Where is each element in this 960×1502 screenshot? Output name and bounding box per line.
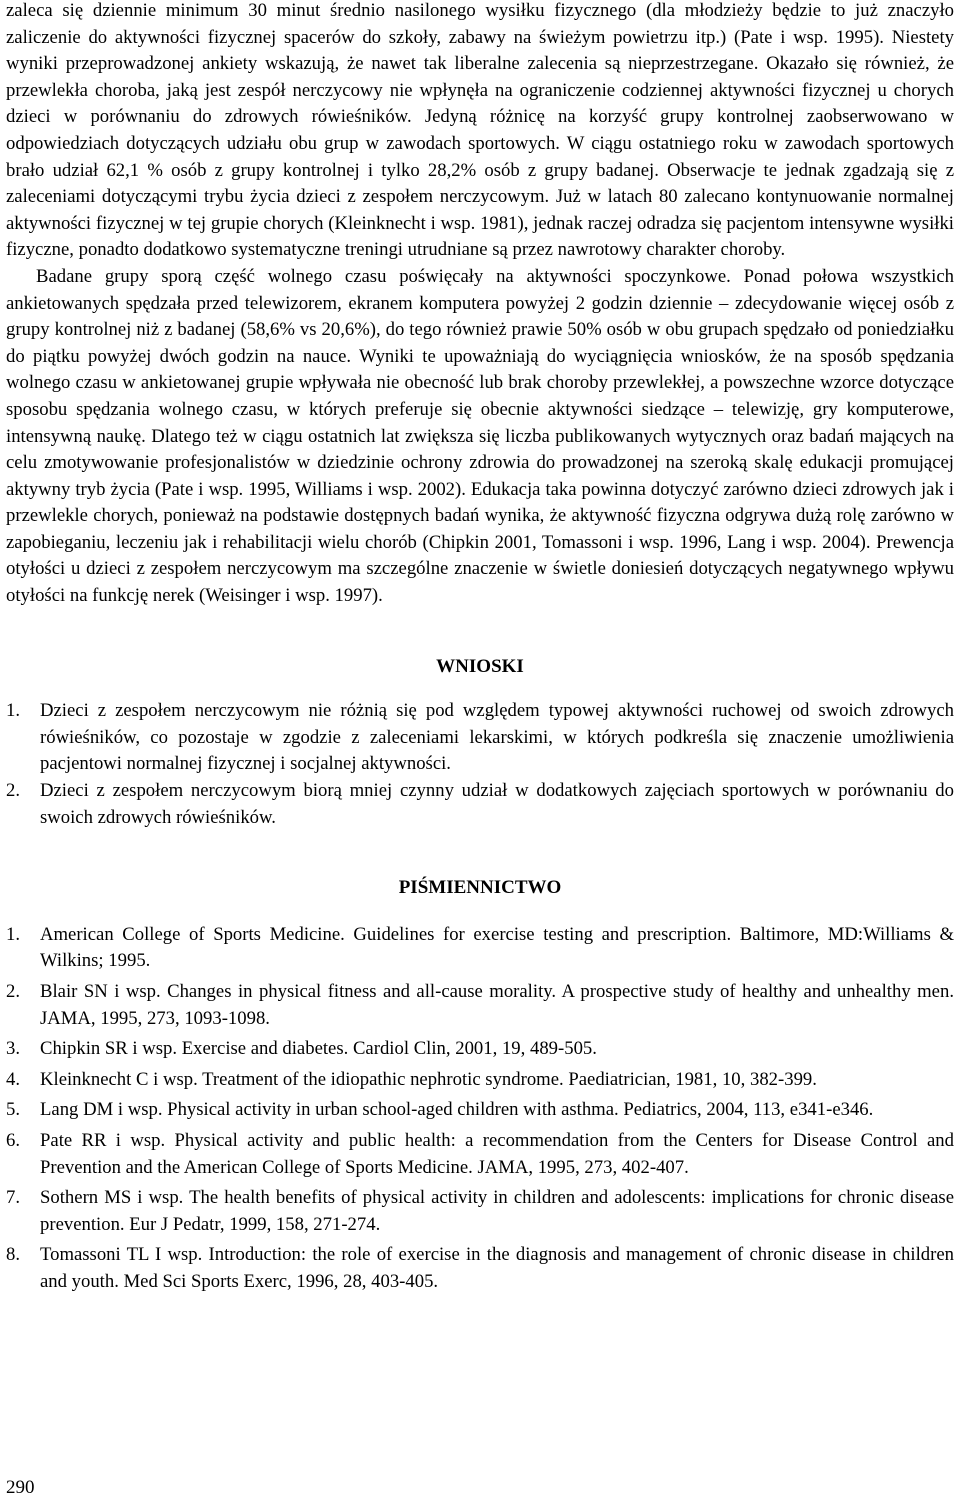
- reference-item: [6, 1097, 954, 1124]
- reference-text: Pate RR i wsp. Physical activity and public health: a recommendation from the Centers for Disease Control and Prevention and the American College of Sports Medicine. JAMA, 1995, 273, 402-407.: [40, 1129, 954, 1178]
- conclusion-item: [6, 778, 954, 831]
- conclusion-text: Dzieci z zespołem nerczycowym biorą mniej czynny udział w dodatkowych zajęciach sportowych w porównaniu do swoich zdrowych rówieśników.: [40, 780, 954, 828]
- reference-text: Chipkin SR i wsp. Exercise and diabetes. Cardiol Clin, 2001, 19, 489-505.: [40, 1038, 597, 1060]
- conclusions-list: [6, 698, 954, 831]
- page-number: 290: [6, 1477, 35, 1498]
- reference-item: [6, 1242, 954, 1295]
- conclusions-heading: WNIOSKI: [436, 655, 524, 677]
- conclusion-number: 2.: [6, 780, 21, 802]
- reference-number: 4.: [6, 1068, 21, 1090]
- reference-text: Tomassoni TL I wsp. Introduction: the role of exercise in the diagnosis and management of chronic disease in children and youth. Med Sci Sports Exerc, 1996, 28, 403-405.: [40, 1244, 954, 1292]
- reference-number: 6.: [6, 1129, 21, 1151]
- conclusion-text: Dzieci z zespołem nerczycowym nie różnią się pod względem typowej aktywności ruchowej od swoich zdrowych rówieśników, co pozostaje w zgodzie z zaleceniami lekarskimi, w których podkreśla się znaczenie umożliwienia pacjentowi normalnej fizycznej i socjalnej aktywności.: [40, 700, 954, 775]
- reference-text: Lang DM i wsp. Physical activity in urban school-aged children with asthma. Pediatrics, 2004, 113, e341-e346.: [40, 1099, 874, 1121]
- reference-text: American College of Sports Medicine. Guidelines for exercise testing and prescription. Baltimore, MD:Williams & Wilkins; 1995.: [40, 923, 954, 972]
- reference-text: Blair SN i wsp. Changes in physical fitness and all-cause morality. A prospective study of healthy and unhealthy men. JAMA, 1995, 273, 1093-1098.: [40, 981, 954, 1029]
- references-list: [6, 922, 954, 1296]
- conclusion-item: [6, 698, 954, 778]
- paragraph-1: zaleca się dziennie minimum 30 minut średnio nasilonego wysiłku fizycznego (dla młodzieży będzie to już znaczyło zaliczenie do aktywności fizycznej spacerów do szkoły, zabawy na świeżym powietrzu itp.) (Pate i wsp. 1995). Niestety wyniki przeprowadzonej ankiety wskazują, że nawet tak liberalne zalecenia są nieprzestrzegane. Okazało się również, że przewlekła choroba, jaką jest zespół nerczycowy nie wpłynęła na ograniczenie codziennej aktywności fizycznej u chorych dzieci w porównaniu do zdrowych rówieśników. Jedyną różnicę na korzyść grupy kontrolnej zaobserwowano w odpowiedziach dotyczących udziału obu grup w zawodach sportowych. W ciągu ostatniego roku w zawodach sportowych brało udział 62,1 % osób z grupy kontrolnej i tylko 28,2% osób z grupy badanej. Obserwacje te jednak zgadzają się z zaleceniami dotyczącymi trybu życia dzieci z zespołem nerczycowym. Już w latach 80 zalecano kontynuowanie normalnej aktywności fizycznej w tej grupie chorych (Kleinknecht i wsp. 1981), jednak raczej odradza się pacjentom intensywne wysiłki fizyczne, ponadto dodatkowo systematyczne treningi utrudniane są przez nawrotowy charakter choroby.: [6, 0, 954, 261]
- reference-number: 2.: [6, 981, 21, 1002]
- reference-item: [6, 979, 954, 1032]
- reference-item: [6, 1067, 954, 1094]
- reference-text: Kleinknecht C i wsp. Treatment of the idiopathic nephrotic syndrome. Paediatrician, 1981, 10, 382-399.: [40, 1068, 817, 1090]
- reference-number: 3.: [6, 1038, 21, 1060]
- reference-item: [6, 1128, 954, 1181]
- reference-number: 8.: [6, 1244, 21, 1266]
- reference-number: 7.: [6, 1187, 21, 1209]
- reference-item: [6, 1036, 954, 1063]
- reference-number: 5.: [6, 1099, 21, 1121]
- references-heading: PIŚMIENNICTWO: [398, 877, 562, 899]
- reference-number: 1.: [6, 923, 21, 945]
- article-body: [6, 0, 954, 1300]
- reference-item: [6, 1185, 954, 1238]
- paragraph-2: Badane grupy sporą część wolnego czasu poświęcały na aktywności spoczynkowe. Ponad połowa wszystkich ankietowanych spędzała przed telewizorem, ekranem komputera powyżej 2 godzin dziennie – zdecydowanie więcej osób z grupy kontrolnej niż z badanej (58,6% vs 20,6%), do tego również prawie 50% osób w obu grupach spędzało od poniedziałku do piątku powyżej dwóch godzin na nauce. Wyniki te upoważniają do wyciągnięcia wniosków, że na sposób spędzania wolnego czasu w ankietowanej grupie wpływała nie obecność lub brak choroby przewlekłej, a powszechne wzorce dotyczące sposobu spędzania wolnego czasu, w których preferuje się obecnie aktywności siedzące – telewizję, gry komputerowe, intensywną naukę. Dlatego też w ciągu ostatnich lat zwiększa się liczba publikowanych wytycznych oraz badań mających na celu zmotywowanie profesjonalistów w dziedzinie ochrony zdrowia do prowadzonej na szeroką skalę edukacji promującej aktywny tryb życia (Pate i wsp. 1995, Williams i wsp. 2002). Edukacja taka powinna dotyczyć zarówno dzieci zdrowych jak i przewlekle chorych, ponieważ na podstawie dostępnych badań wynika, że aktywność fizyczna odgrywa dużą rolę zarówno w zapobieganiu, leczeniu jak i rehabilitacji wielu chorób (Chipkin 2001, Tomassoni i wsp. 1996, Lang i wsp. 2004). Prewencja otyłości u dzieci z zespołem nerczycowym ma szczególne znaczenie w świetle doniesień dotyczących negatywnego wpływu otyłości na funkcję nerek (Weisinger i wsp. 1997).: [6, 265, 954, 607]
- reference-text: Sothern MS i wsp. The health benefits of physical activity in children and adolescents: implications for chronic disease prevention. Eur J Pedatr, 1999, 158, 271-274.: [40, 1187, 954, 1235]
- reference-item: [6, 922, 954, 975]
- conclusion-number: 1.: [6, 700, 21, 722]
